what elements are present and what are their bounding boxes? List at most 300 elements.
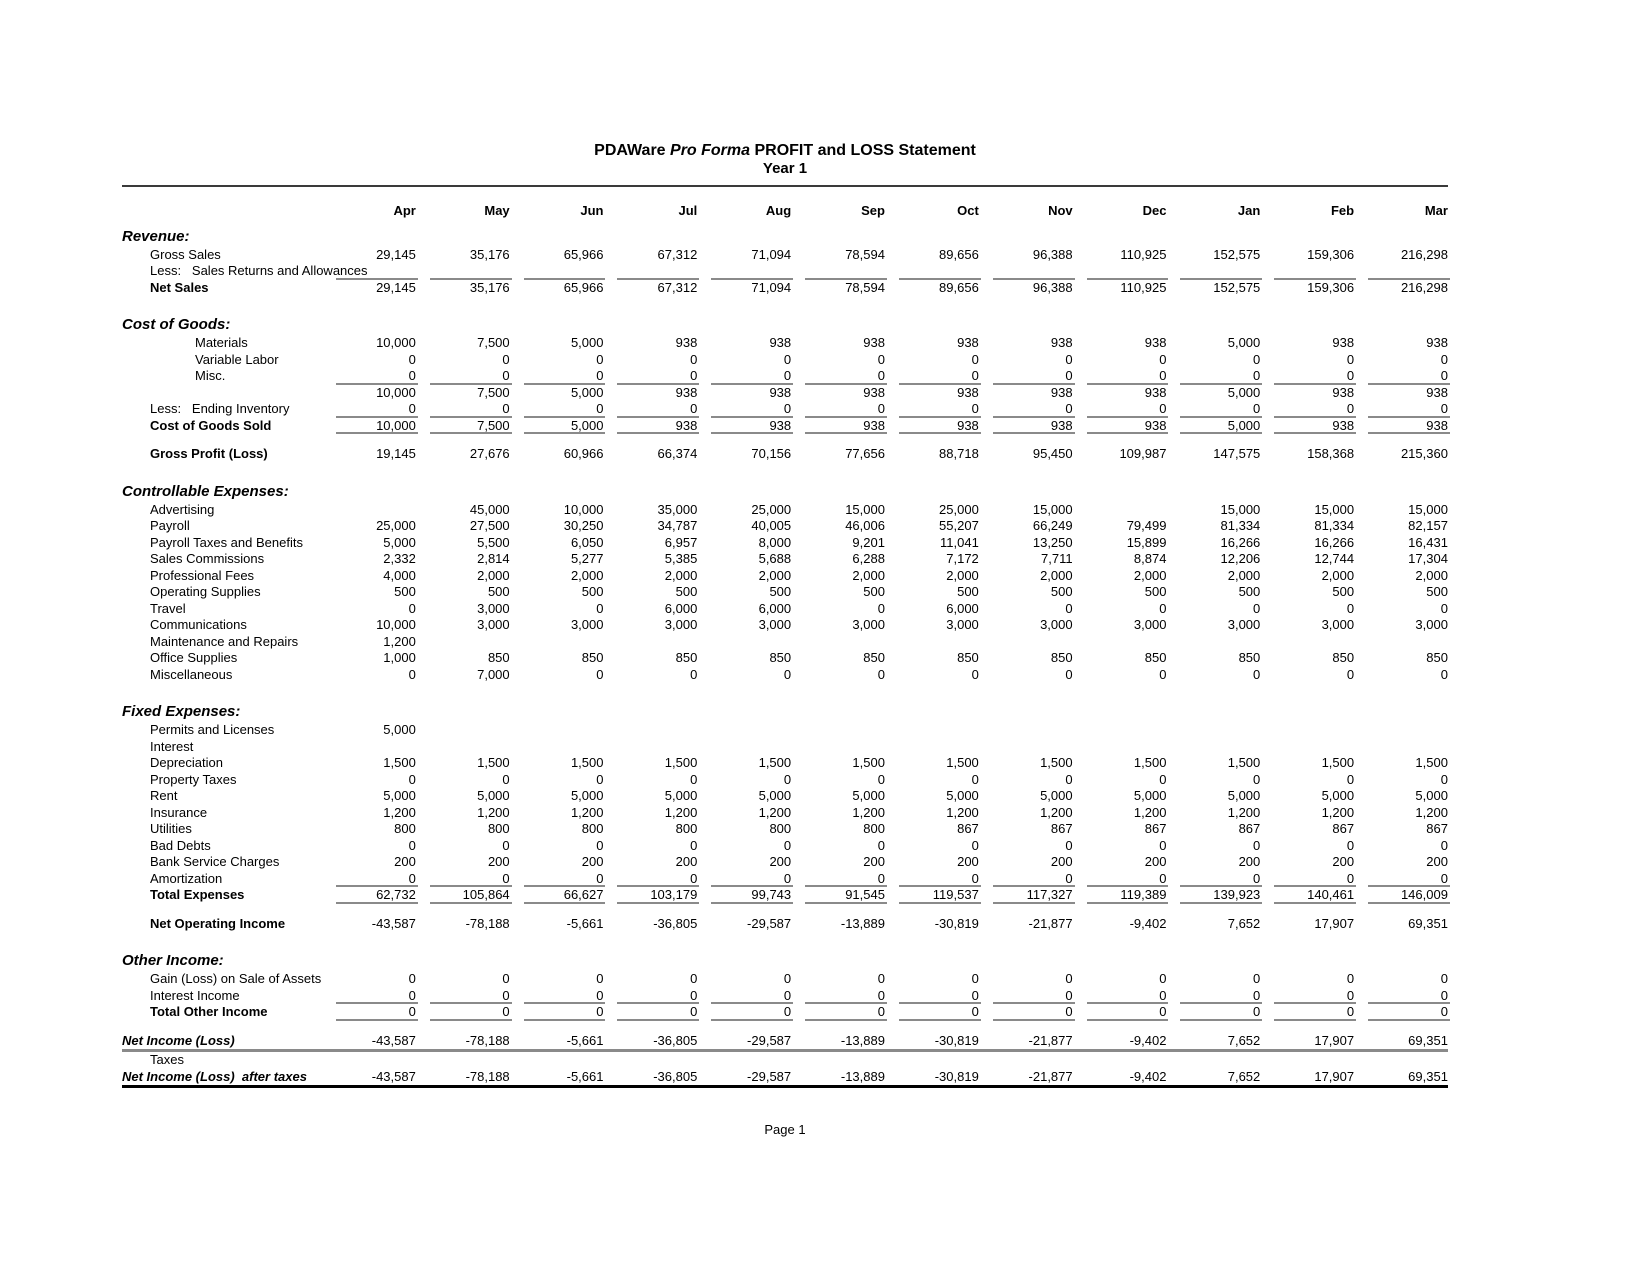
- cell-value: 7,500: [477, 335, 510, 350]
- cell-value: 96,388: [1032, 279, 1073, 295]
- row-label: Utilities: [150, 821, 192, 836]
- cell-value: -21,877: [1028, 1068, 1073, 1084]
- cell-value: 938: [675, 384, 698, 400]
- cell-value: 0: [1354, 988, 1448, 1005]
- cell-value: 0: [885, 1004, 979, 1021]
- row-label: Gross Sales: [150, 246, 221, 262]
- cell-value: 69,351: [1408, 1068, 1448, 1084]
- cell-value: 850: [581, 650, 604, 665]
- row-label: Less: Sales Returns and Allowances: [150, 263, 368, 278]
- cell-value: 0: [1253, 351, 1261, 367]
- cell-value: 0: [596, 837, 604, 853]
- cell-value: 139,923: [1166, 887, 1260, 904]
- cell-value: 500: [394, 584, 416, 599]
- cell-value: 938: [1260, 418, 1354, 435]
- cell-value: 69,351: [1408, 915, 1448, 931]
- cell-value: 15,899: [1126, 534, 1167, 550]
- cell-value: 800: [394, 821, 416, 836]
- cell-value: 152,575: [1213, 279, 1261, 295]
- section-header: Cost of Goods:: [122, 316, 231, 333]
- cell-value: 5,000: [946, 788, 979, 803]
- cell-value: 0: [1440, 837, 1448, 853]
- cell-value: 1,200: [1040, 804, 1073, 820]
- cell-value: 0: [1253, 837, 1261, 853]
- cell-value: 5,000: [1415, 788, 1448, 803]
- cell-value: 1,500: [1040, 755, 1073, 770]
- cell-value: 29,145: [376, 279, 416, 295]
- cell-value: 938: [957, 335, 979, 350]
- cell-value: [1354, 722, 1448, 739]
- cell-value: 200: [957, 854, 979, 869]
- title-rule: [122, 185, 1448, 187]
- row-label: Travel: [150, 600, 186, 616]
- cell-value: 3,000: [1415, 617, 1448, 632]
- row-label: Bank Service Charges: [150, 854, 280, 869]
- cell-value: 5,500: [477, 534, 510, 550]
- cell-value: 12,744: [1314, 551, 1355, 566]
- cell-value: [1166, 722, 1260, 739]
- cell-value: 0: [603, 871, 697, 888]
- cell-value: [791, 634, 885, 651]
- cell-value: 6,957: [664, 534, 698, 550]
- cell-value: 7,652: [1227, 1032, 1261, 1048]
- row-spacer: [122, 434, 1448, 446]
- cell-value: 0: [502, 351, 510, 367]
- cell-value: 0: [1065, 351, 1073, 367]
- cell-value: 0: [783, 837, 792, 853]
- cell-value: 5,000: [477, 788, 510, 803]
- cell-value: 0: [877, 600, 885, 616]
- row-label: Permits and Licenses: [150, 722, 275, 737]
- cell-value: 8,874: [1133, 551, 1167, 566]
- cell-value: [510, 634, 604, 651]
- table-row: [122, 772, 1448, 789]
- row-label: Less: Ending Inventory: [150, 401, 290, 416]
- cell-value: 0: [971, 351, 979, 367]
- cell-value: 0: [1440, 666, 1448, 682]
- cell-value: [1166, 634, 1260, 651]
- cell-value: 5,000: [570, 335, 604, 350]
- cell-value: 16,431: [1408, 534, 1448, 550]
- cell-value: 1,200: [852, 804, 885, 820]
- table-row: [122, 617, 1448, 634]
- row-spacer: [122, 1021, 1448, 1033]
- cell-value: [1166, 1052, 1260, 1069]
- cell-value: 0: [416, 368, 510, 385]
- cell-value: 119,389: [1073, 887, 1167, 904]
- cell-value: 938: [1073, 418, 1167, 435]
- cell-value: 6,000: [758, 600, 792, 616]
- cell-value: 0: [791, 401, 885, 418]
- cell-value: [510, 739, 604, 756]
- cell-value: 5,000: [1133, 788, 1167, 803]
- cell-value: 0: [416, 988, 510, 1005]
- cell-value: 89,656: [939, 279, 979, 295]
- cell-value: [1260, 634, 1354, 651]
- cell-value: 17,907: [1314, 1068, 1355, 1084]
- cell-value: 91,545: [791, 887, 885, 904]
- cell-value: 0: [1253, 771, 1261, 787]
- cell-value: 0: [791, 368, 885, 385]
- cell-value: 3,000: [852, 617, 885, 632]
- cell-value: 200: [1332, 854, 1355, 869]
- cell-value: 0: [885, 988, 979, 1005]
- cell-value: 500: [1332, 584, 1355, 599]
- row-label: Total Expenses: [150, 887, 245, 902]
- row-label: Taxes: [150, 1052, 184, 1067]
- cell-value: 0: [596, 600, 604, 616]
- cell-value: 200: [1426, 854, 1448, 869]
- row-label: Net Income (Loss): [122, 1032, 235, 1048]
- cell-value: 0: [1073, 368, 1167, 385]
- cell-value: 0: [322, 401, 416, 418]
- cell-value: 200: [863, 854, 885, 869]
- cell-value: 800: [487, 821, 510, 836]
- cell-value: 850: [675, 650, 698, 665]
- cell-value: 15,000: [845, 501, 885, 517]
- cell-value: 0: [1166, 1004, 1260, 1021]
- row-label: Miscellaneous: [150, 666, 233, 682]
- cell-value: 0: [783, 771, 792, 787]
- cell-value: [1073, 739, 1167, 756]
- cell-value: 7,500: [416, 418, 510, 435]
- cell-value: 103,179: [603, 887, 697, 904]
- row-label: Net Sales: [150, 279, 209, 295]
- cell-value: -5,661: [566, 1032, 604, 1048]
- cell-value: 1,200: [758, 804, 792, 820]
- cell-value: 7,500: [477, 384, 510, 400]
- cell-value: 850: [1144, 650, 1167, 665]
- cell-value: 938: [769, 335, 792, 350]
- cell-value: 60,966: [563, 446, 604, 461]
- row-label: Office Supplies: [150, 650, 238, 665]
- row-label: Operating Supplies: [150, 584, 261, 599]
- cell-value: 500: [1426, 584, 1448, 599]
- column-header: Feb: [1330, 203, 1355, 218]
- cell-value: 0: [877, 971, 885, 986]
- page-subtitle: Year 1: [762, 160, 808, 177]
- cell-value: [885, 263, 979, 280]
- cell-value: 117,327: [979, 887, 1073, 904]
- cell-value: 35,176: [469, 279, 510, 295]
- cell-value: 0: [408, 351, 416, 367]
- cell-value: -21,877: [1028, 915, 1073, 931]
- table-row: [122, 788, 1448, 805]
- table-row: [122, 667, 1448, 684]
- cell-value: 5,000: [1040, 788, 1073, 803]
- cell-value: 5,000: [1321, 788, 1355, 803]
- cell-value: -78,188: [465, 1068, 510, 1084]
- cell-value: 0: [416, 871, 510, 888]
- cell-value: 215,360: [1400, 446, 1448, 461]
- cell-value: 0: [1159, 600, 1167, 616]
- cell-value: 2,000: [1415, 567, 1448, 583]
- column-header: Mar: [1424, 203, 1448, 218]
- cell-value: 850: [1238, 650, 1261, 665]
- table-row: [122, 280, 1448, 297]
- cell-value: 5,000: [383, 722, 416, 737]
- table-row: [122, 502, 1448, 519]
- cell-value: 0: [416, 401, 510, 418]
- cell-value: 867: [1050, 821, 1073, 836]
- cell-value: 67,312: [657, 279, 698, 295]
- cell-value: [1260, 722, 1354, 739]
- cell-value: 15,000: [1408, 501, 1448, 517]
- cell-value: -9,402: [1129, 915, 1167, 931]
- cell-value: 25,000: [939, 501, 979, 517]
- cell-value: 0: [690, 351, 698, 367]
- cell-value: 0: [408, 666, 416, 682]
- cell-value: 1,200: [1133, 804, 1167, 820]
- cell-value: 0: [791, 988, 885, 1005]
- cell-value: 938: [1144, 384, 1167, 400]
- cell-value: 938: [1426, 384, 1448, 400]
- cell-value: -78,188: [465, 915, 510, 931]
- cell-value: 1,500: [946, 755, 979, 770]
- cell-value: 0: [1354, 401, 1448, 418]
- row-label: Net Operating Income: [150, 915, 286, 931]
- cell-value: 0: [408, 600, 416, 616]
- row-label: [122, 385, 322, 402]
- cell-value: 0: [510, 871, 604, 888]
- page-title: [122, 141, 1448, 160]
- table-row: [122, 368, 1448, 385]
- cell-value: 35,000: [657, 501, 698, 517]
- cell-value: 0: [1159, 666, 1167, 682]
- table-row: [122, 988, 1448, 1005]
- column-header: Sep: [861, 203, 885, 218]
- cell-value: 1,200: [383, 633, 416, 649]
- table-row: [122, 263, 1448, 280]
- cell-value: 850: [487, 650, 510, 665]
- cell-value: 0: [697, 988, 791, 1005]
- cell-value: 0: [783, 666, 792, 682]
- cell-value: [510, 722, 604, 739]
- cell-value: 938: [957, 384, 979, 400]
- cell-value: 0: [1346, 971, 1355, 986]
- cell-value: -43,587: [371, 915, 416, 931]
- cell-value: [885, 634, 979, 651]
- cell-value: 1,200: [946, 804, 979, 820]
- column-header: Dec: [1142, 203, 1167, 218]
- cell-value: 152,575: [1213, 246, 1261, 262]
- cell-value: 938: [697, 418, 791, 435]
- cell-value: 6,288: [852, 551, 885, 566]
- cell-value: 1,200: [1415, 804, 1448, 820]
- cell-value: 5,000: [1166, 418, 1260, 435]
- column-header: May: [484, 203, 510, 218]
- cell-value: 0: [603, 988, 697, 1005]
- cell-value: 0: [697, 401, 791, 418]
- cell-value: [697, 722, 791, 739]
- cell-value: 1,500: [383, 755, 416, 770]
- cell-value: 5,000: [383, 788, 416, 803]
- cell-value: 0: [502, 771, 510, 787]
- page-number: Page 1: [764, 1122, 806, 1137]
- cell-value: 0: [690, 771, 698, 787]
- cell-value: 70,156: [751, 446, 792, 461]
- cell-value: 500: [957, 584, 979, 599]
- cell-value: [322, 263, 416, 280]
- cell-value: 10,000: [376, 384, 416, 400]
- cell-value: 0: [603, 401, 697, 418]
- row-label: Amortization: [150, 870, 223, 886]
- cell-value: 500: [581, 584, 604, 599]
- cell-value: 1,500: [477, 755, 510, 770]
- cell-value: 5,000: [1227, 335, 1261, 350]
- table-row: [122, 446, 1448, 463]
- cell-value: 5,000: [664, 788, 698, 803]
- cell-value: 1,500: [758, 755, 792, 770]
- cell-value: 0: [1159, 971, 1167, 986]
- table-row: [122, 335, 1448, 352]
- row-label: Bad Debts: [150, 837, 211, 853]
- cell-value: 17,907: [1314, 1032, 1355, 1048]
- row-label: Advertising: [150, 501, 215, 517]
- cell-value: 5,000: [758, 788, 792, 803]
- cell-value: 0: [885, 871, 979, 888]
- cell-value: 0: [971, 837, 979, 853]
- cell-value: 200: [769, 854, 792, 869]
- cell-value: 1,200: [1227, 804, 1261, 820]
- cell-value: 4,000: [383, 567, 416, 583]
- cell-value: 867: [1238, 821, 1261, 836]
- cell-value: 0: [1253, 666, 1261, 682]
- section-header: Fixed Expenses:: [122, 703, 241, 720]
- cell-value: 1,500: [1321, 755, 1355, 770]
- cell-value: -9,402: [1129, 1032, 1167, 1048]
- cell-value: 159,306: [1307, 279, 1355, 295]
- row-label: Property Taxes: [150, 771, 237, 787]
- cell-value: 15,000: [1314, 501, 1355, 517]
- cell-value: 0: [697, 368, 791, 385]
- cell-value: 1,500: [852, 755, 885, 770]
- table-row: [122, 247, 1448, 264]
- cell-value: [979, 739, 1073, 756]
- table-body: [122, 227, 1448, 1089]
- cell-value: 1,200: [570, 804, 604, 820]
- cell-value: 0: [783, 351, 792, 367]
- table-row: [122, 755, 1448, 772]
- cell-value: 0: [690, 971, 698, 986]
- cell-value: -78,188: [465, 1032, 510, 1048]
- cell-value: 938: [791, 418, 885, 435]
- cell-value: [603, 634, 697, 651]
- cell-value: 0: [502, 971, 510, 986]
- row-label: Materials: [195, 335, 248, 350]
- cell-value: 109,987: [1119, 446, 1167, 461]
- table-row: [122, 418, 1448, 435]
- cell-value: 0: [1253, 600, 1261, 616]
- cell-value: 800: [675, 821, 698, 836]
- column-header: Jun: [580, 203, 604, 218]
- cell-value: [697, 634, 791, 651]
- cell-value: 2,000: [1040, 567, 1073, 583]
- cell-value: [979, 1052, 1073, 1069]
- cell-value: 0: [1354, 368, 1448, 385]
- cell-value: 200: [1144, 854, 1167, 869]
- cell-value: 500: [487, 584, 510, 599]
- table-row: [122, 650, 1448, 667]
- cell-value: 0: [1260, 368, 1354, 385]
- row-label: Interest Income: [150, 987, 240, 1003]
- cell-value: 5,000: [852, 788, 885, 803]
- cell-value: 0: [1260, 988, 1354, 1005]
- cell-value: [979, 263, 1073, 280]
- cell-value: 200: [394, 854, 416, 869]
- cell-value: [322, 739, 416, 756]
- cell-value: 35,176: [469, 246, 510, 262]
- cell-value: 867: [1426, 821, 1448, 836]
- table-row: [122, 401, 1448, 418]
- cell-value: -36,805: [653, 1068, 698, 1084]
- cell-value: 3,000: [664, 617, 698, 632]
- cell-value: 34,787: [657, 518, 698, 533]
- row-label: Payroll Taxes and Benefits: [150, 534, 303, 550]
- cell-value: [1073, 634, 1167, 651]
- cell-value: 2,332: [383, 551, 416, 566]
- cell-value: 0: [596, 771, 604, 787]
- column-header: Oct: [957, 203, 979, 218]
- cell-value: 0: [979, 871, 1073, 888]
- cell-value: 110,925: [1120, 246, 1167, 262]
- cell-value: 938: [1050, 384, 1073, 400]
- cell-value: 0: [1354, 1004, 1448, 1021]
- cell-value: 0: [877, 837, 885, 853]
- row-label: Total Other Income: [150, 1004, 268, 1019]
- cell-value: [322, 502, 416, 519]
- cell-value: 0: [322, 368, 416, 385]
- cell-value: 5,385: [664, 551, 698, 566]
- cell-value: 27,676: [469, 446, 510, 461]
- cell-value: 1,500: [1415, 755, 1448, 770]
- cell-value: 55,207: [939, 518, 979, 533]
- row-spacer: [122, 296, 1448, 308]
- table-row: [122, 722, 1448, 739]
- cell-value: 0: [1073, 401, 1167, 418]
- cell-value: 62,732: [322, 887, 416, 904]
- row-label: Communications: [150, 617, 247, 632]
- cell-value: 0: [322, 988, 416, 1005]
- section-header: Other Income:: [122, 952, 224, 969]
- cell-value: 10,000: [322, 418, 416, 435]
- table-row: [122, 568, 1448, 585]
- cell-value: 30,250: [563, 518, 604, 533]
- cell-value: 938: [675, 335, 698, 350]
- cell-value: 2,000: [758, 567, 792, 583]
- cell-value: 2,000: [946, 567, 979, 583]
- row-label: Variable Labor: [195, 351, 279, 367]
- cell-value: 10,000: [376, 335, 416, 350]
- cell-value: 71,094: [751, 279, 792, 295]
- row-label: Payroll: [150, 518, 190, 533]
- cell-value: 88,718: [939, 446, 979, 461]
- cell-value: 0: [1260, 1004, 1354, 1021]
- cell-value: 938: [1332, 335, 1355, 350]
- cell-value: 0: [416, 1004, 510, 1021]
- cell-value: 25,000: [376, 518, 416, 533]
- cell-value: 1,200: [477, 804, 510, 820]
- cell-value: 0: [1253, 971, 1261, 986]
- cell-value: 15,000: [1032, 501, 1073, 517]
- cell-value: 6,000: [946, 600, 979, 616]
- cell-value: 71,094: [751, 246, 792, 262]
- cell-value: 16,266: [1314, 534, 1355, 550]
- cell-value: 500: [1238, 584, 1261, 599]
- cell-value: [510, 263, 604, 280]
- cell-value: 0: [690, 837, 698, 853]
- row-label: Gain (Loss) on Sale of Assets: [150, 971, 322, 986]
